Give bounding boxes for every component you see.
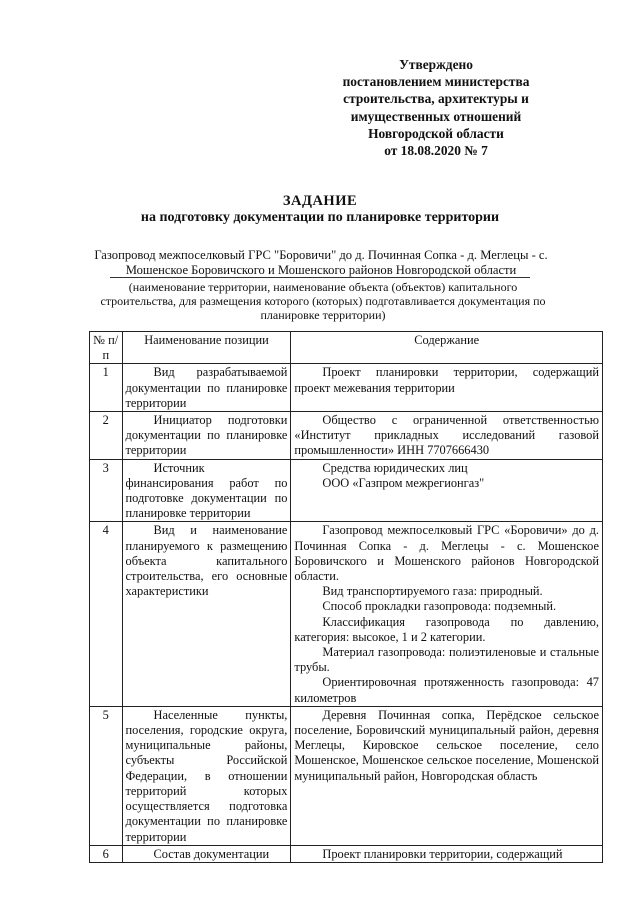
approval-block (318, 56, 554, 159)
header-content: Содержание (291, 332, 603, 364)
table-row (90, 364, 603, 412)
table-row (90, 522, 603, 706)
caption-line: планировке территории) (260, 308, 386, 322)
content-paragraph: Деревня Починная сопка, Перёдское сельское поселение, Боровичский муниципальный район, деревня Меглецы, Кировское сельское поселение, село Мошенское, Мошенское сельское поселение, Мошенской муниципальный район, Новгородская область (294, 707, 599, 783)
object-name-underline (110, 277, 530, 278)
document-subtitle: на подготовку документации по планировке территории (140, 210, 500, 225)
caption-line: (наименование территории, наименование объекта (объектов) капитального (128, 280, 518, 294)
content-paragraph: Способ прокладки газопровода: подземный. (322, 599, 557, 614)
table-row (90, 845, 603, 862)
content-paragraph: Общество с ограниченной ответственностью «Институт прикладных исследований газовой промышленности» ИНН 7707666430 (294, 413, 599, 458)
row-number: 4 (90, 522, 123, 706)
content-paragraph: Средства юридических лиц (322, 460, 468, 475)
row-position: Вид и наименование планируемого к размещению объекта капитального строительства, его основные характеристики (122, 522, 291, 706)
row-content (291, 845, 603, 862)
content-paragraph: Проект планировки территории, содержащий (322, 846, 563, 861)
row-content (291, 412, 603, 460)
table-row (90, 412, 603, 460)
table-row (90, 459, 603, 522)
task-table (89, 331, 603, 863)
content-paragraph: Материал газопровода: полиэтиленовые и стальные трубы. (294, 645, 599, 675)
table-row (90, 706, 603, 845)
row-position: Населенные пункты, поселения, городские округа, муниципальные районы, субъекты Российской Федерации, в отношении территорий которых осуществляется подготовка документации по планировке территории (122, 706, 291, 845)
row-content (291, 706, 603, 845)
object-name-line: Газопровод межпоселковый ГРС "Боровичи" до д. Починная Сопка - д. Меглецы - с. (94, 248, 548, 262)
approval-line: Новгородской области (368, 125, 504, 141)
content-paragraph: ООО «Газпром межрегионгаз" (322, 475, 485, 490)
header-number: № п/п (90, 332, 123, 364)
row-number: 3 (90, 459, 123, 522)
row-position: Инициатор подготовки документации по планировке территории (122, 412, 291, 460)
content-paragraph: Классификация газопровода по давлению, категория: высокое, 1 и 2 категории. (294, 614, 599, 644)
object-name-line: Мошенское Боровичского и Мошенского районов Новгородской области (125, 262, 517, 277)
caption-line: строительства, для размещения которого (которых) подготавливается документация по (100, 294, 546, 308)
object-caption (96, 280, 550, 322)
object-name (86, 248, 556, 277)
content-paragraph: Вид транспортируемого газа: природный. (322, 584, 543, 599)
row-content (291, 459, 603, 522)
row-number: 6 (90, 845, 123, 862)
approval-line: имущественных отношений (350, 108, 522, 124)
row-position: Состав документации (122, 845, 291, 862)
header-position: Наименование позиции (122, 332, 291, 364)
row-number: 1 (90, 364, 123, 412)
approval-line: строительства, архитектуры и (343, 91, 529, 107)
approval-line: постановлением министерства (342, 74, 530, 90)
row-position: Источник финансирования работ по подготовке документации по планировке территории (122, 459, 291, 522)
row-number: 5 (90, 706, 123, 845)
content-paragraph: Ориентировочная протяженность газопровода: 47 километров (294, 675, 599, 705)
row-number: 2 (90, 412, 123, 460)
row-content (291, 522, 603, 706)
content-paragraph: Проект планировки территории, содержащий проект межевания территории (294, 365, 599, 395)
row-position: Вид разрабатываемой документации по планировке территории (122, 364, 291, 412)
content-paragraph: Газопровод межпоселковый ГРС «Боровичи» до д. Починная Сопка - д. Меглецы - с. Мошенское Боровичского и Мошенского районов Новгородской области. (294, 523, 599, 584)
approval-line: от 18.08.2020 № 7 (384, 143, 488, 159)
document-title: ЗАДАНИЕ (282, 193, 358, 209)
approval-line: Утверждено (399, 57, 473, 72)
row-content (291, 364, 603, 412)
table-header-row (90, 332, 603, 364)
